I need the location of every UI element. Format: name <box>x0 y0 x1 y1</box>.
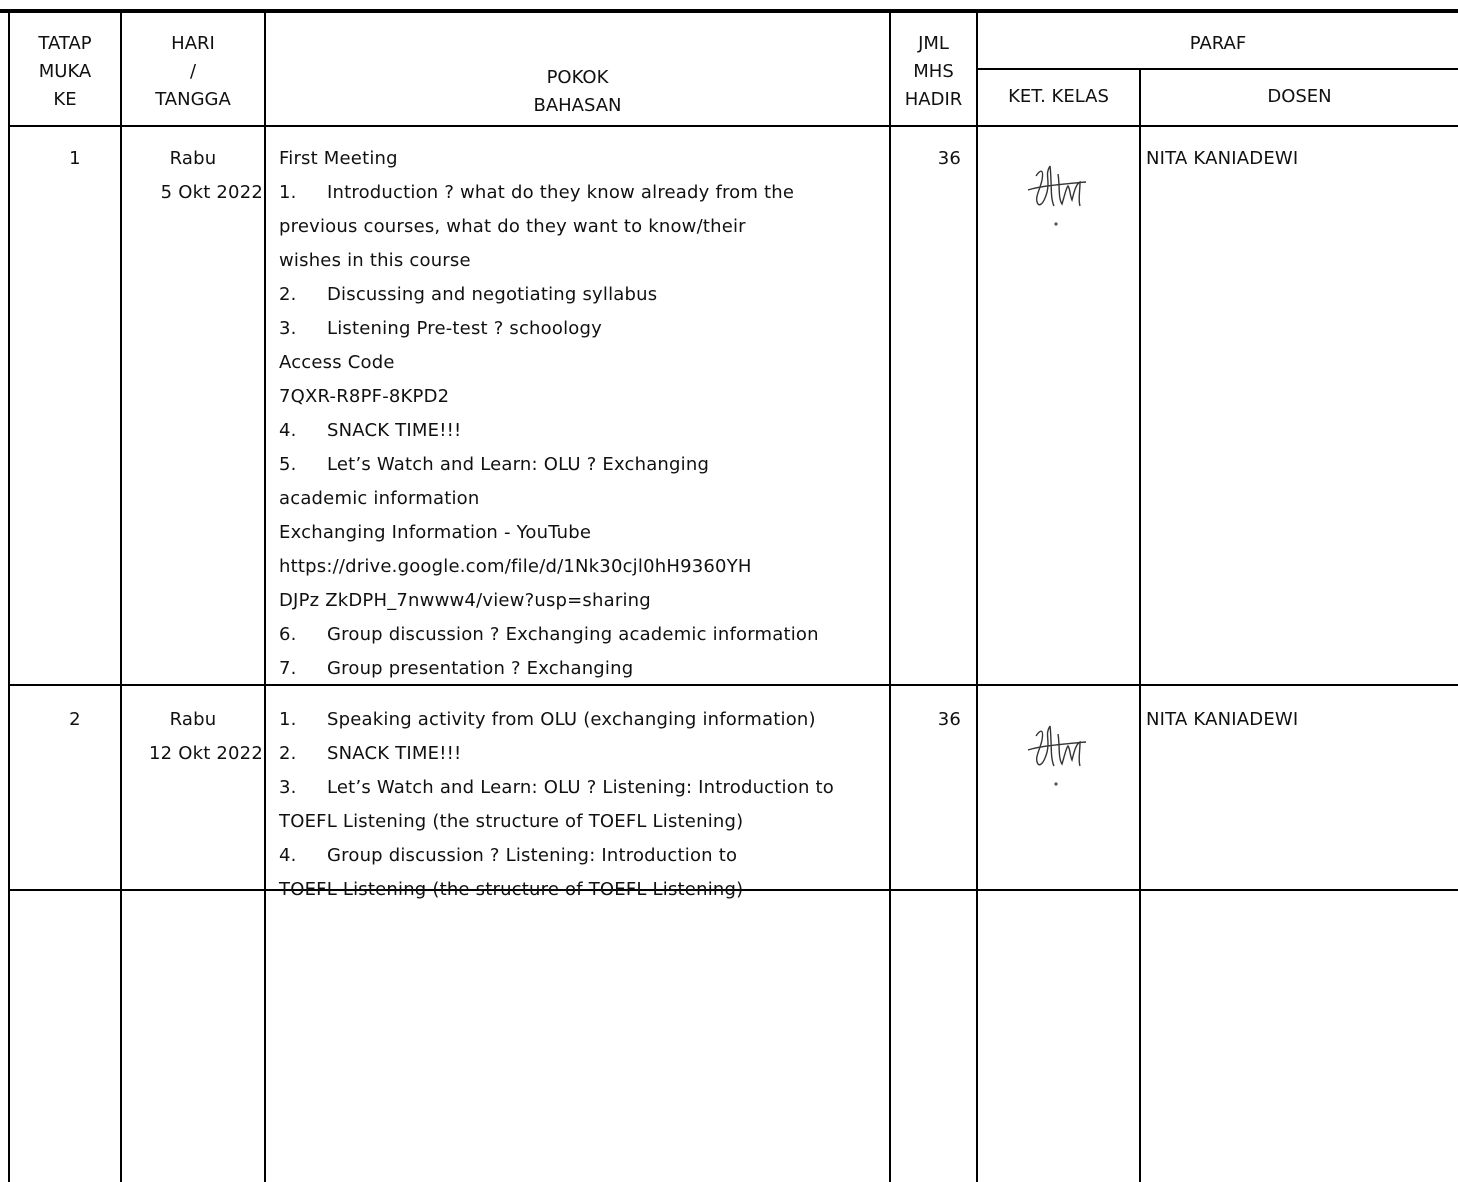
topic-text: Let’s Watch and Learn: OLU ? Exchanging <box>327 454 710 475</box>
topic-number: 1. <box>279 709 297 730</box>
topic-text: First Meeting <box>279 148 398 169</box>
topic-text: Group presentation ? Exchanging <box>327 658 634 679</box>
header-jml: JML MHS HADIR <box>904 33 963 110</box>
topic-number: 5. <box>279 454 297 475</box>
topic-number: 6. <box>279 624 297 645</box>
topic-line <box>279 737 461 771</box>
topic-text: 7QXR-R8PF-8KPD2 <box>279 386 450 407</box>
topic-text: Access Code <box>279 352 395 373</box>
topic-text: Listening Pre-test ? schoology <box>327 318 602 339</box>
attendance-count: 36 <box>937 709 961 730</box>
topic-text: Group discussion ? Exchanging academic information <box>327 624 819 645</box>
topic-text: TOEFL Listening (the structure of TOEFL Listening) <box>279 811 744 832</box>
topic-line <box>279 839 737 873</box>
topic-number: 2. <box>279 284 297 305</box>
header-ket-kelas: KET. KELAS <box>1008 86 1109 107</box>
topic-text: SNACK TIME!!! <box>327 420 462 441</box>
topic-text: https://drive.google.com/file/d/1Nk30cjl0hH9360YH <box>279 556 752 577</box>
topic-number: 3. <box>279 318 297 339</box>
signature-image <box>1020 706 1100 796</box>
meeting-number: 2 <box>69 709 81 730</box>
topic-number: 3. <box>279 777 297 798</box>
header-pokok: POKOK BAHASAN <box>533 67 622 116</box>
topic-text: previous courses, what do they want to know/their <box>279 216 746 237</box>
topic-number: 1. <box>279 182 297 203</box>
topic-line <box>279 771 834 805</box>
topic-number: 2. <box>279 743 297 764</box>
topic-text: DJPz ZkDPH_7nwww4/view?usp=sharing <box>279 590 651 611</box>
topic-text: Discussing and negotiating syllabus <box>327 284 658 305</box>
topic-number: 4. <box>279 845 297 866</box>
header-paraf: PARAF <box>1189 33 1247 54</box>
topic-text: Introduction ? what do they know already from the <box>327 182 795 203</box>
header-dosen: DOSEN <box>1267 86 1332 107</box>
row-day: Rabu <box>169 148 217 169</box>
topic-text: Speaking activity from OLU (exchanging information) <box>327 709 816 730</box>
row-date: 12 Okt 2022 <box>148 743 263 764</box>
topic-line <box>279 873 743 907</box>
attendance-count: 36 <box>937 148 961 169</box>
lecturer-name: NITA KANIADEWI <box>1146 148 1299 169</box>
topic-number: 7. <box>279 658 297 679</box>
meeting-number: 1 <box>69 148 81 169</box>
topic-text: Let’s Watch and Learn: OLU ? Listening: Introduction to <box>327 777 834 798</box>
row-day: Rabu <box>169 709 217 730</box>
topic-text: SNACK TIME!!! <box>327 743 462 764</box>
topic-line <box>279 805 743 839</box>
lecturer-name: NITA KANIADEWI <box>1146 709 1299 730</box>
topic-text: Exchanging Information - YouTube <box>279 522 592 543</box>
topic-line <box>279 703 816 737</box>
topic-text: Group discussion ? Listening: Introduction to <box>327 845 738 866</box>
row-date: 5 Okt 2022 <box>160 182 263 203</box>
topic-number: 4. <box>279 420 297 441</box>
topic-text: academic information <box>279 488 480 509</box>
topic-text: TOEFL Listening (the structure of TOEFL Listening) <box>279 879 744 900</box>
header-tatap: TATAP MUKA KE <box>38 33 92 110</box>
header-hari: HARI / TANGGA <box>155 33 231 110</box>
topic-text: wishes in this course <box>279 250 471 271</box>
